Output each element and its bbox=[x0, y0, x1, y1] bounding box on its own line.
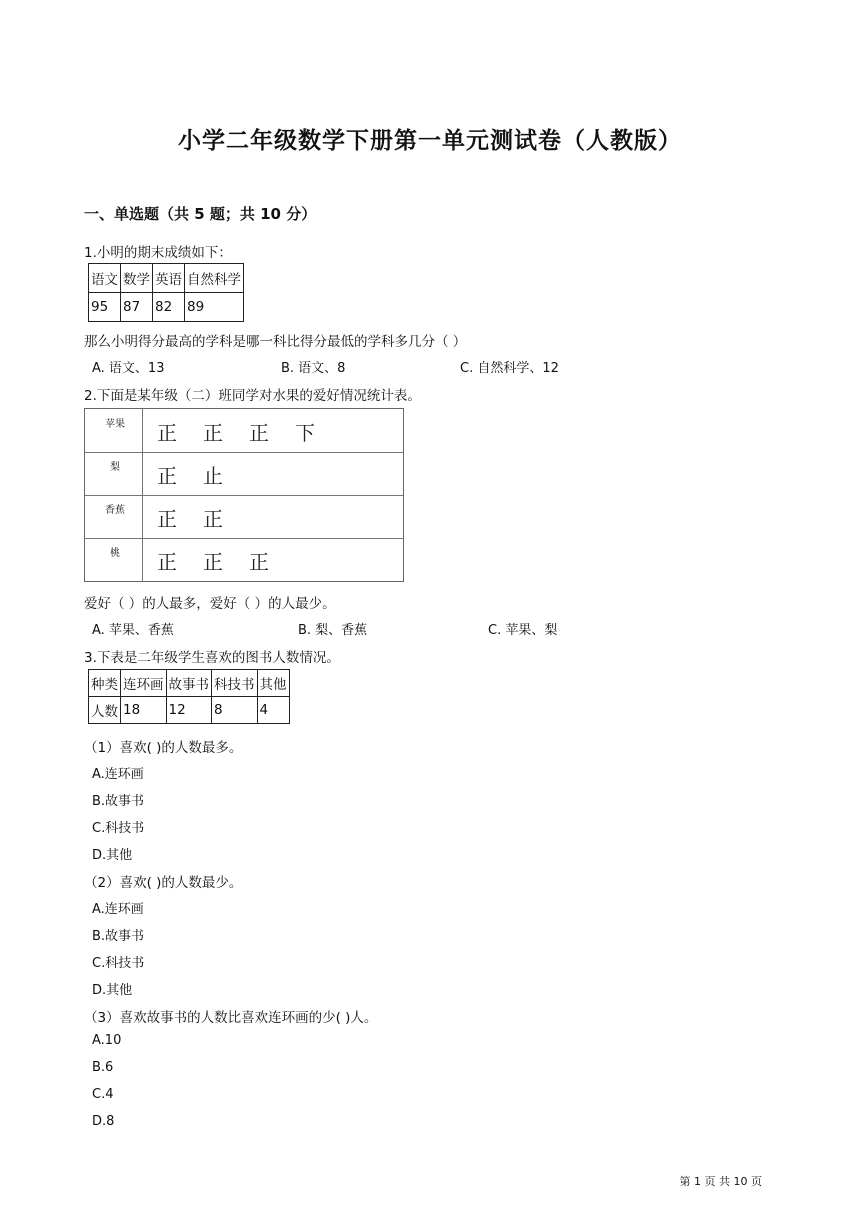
q1-option-b[interactable]: B. 语文、8 bbox=[281, 361, 346, 376]
q3-sub3-option-a[interactable]: A.10 bbox=[92, 1033, 122, 1048]
q2-option-b[interactable]: B. 梨、香蕉 bbox=[298, 623, 368, 638]
table-row bbox=[85, 409, 403, 453]
q3-sub2-option-c[interactable]: C.科技书 bbox=[92, 956, 145, 971]
table-cell: 其他 bbox=[257, 670, 289, 697]
tally-marks: 正正正 bbox=[157, 550, 295, 574]
table-cell: 82 bbox=[153, 293, 185, 322]
tally-marks: 正正正下 bbox=[157, 421, 341, 445]
q2-option-a[interactable]: A. 苹果、香蕉 bbox=[92, 623, 174, 638]
table-row bbox=[85, 452, 403, 496]
fruit-label: 香蕉 bbox=[105, 505, 125, 516]
table-row bbox=[85, 538, 403, 581]
q3-sub2: （2）喜欢( )的人数最少。 bbox=[84, 875, 243, 891]
q3-sub3: （3）喜欢故事书的人数比喜欢连环画的少( )人。 bbox=[84, 1010, 378, 1026]
q1-question: 那么小明得分最高的学科是哪一科比得分最低的学科多几分（ ） bbox=[84, 334, 467, 350]
q3-sub2-option-b[interactable]: B.故事书 bbox=[92, 929, 145, 944]
table-cell: 95 bbox=[89, 293, 121, 322]
q2-question: 爱好（ ）的人最多，爱好（ ）的人最少。 bbox=[84, 596, 336, 612]
table-row bbox=[89, 293, 244, 322]
table-cell: 自然科学 bbox=[185, 264, 244, 293]
tally-marks: 正正 bbox=[157, 507, 249, 531]
q2-option-c[interactable]: C. 苹果、梨 bbox=[488, 623, 558, 638]
q2-stem: 2.下面是某年级（二）班同学对水果的爱好情况统计表。 bbox=[84, 388, 421, 404]
section-heading: 一、单选题（共 5 题；共 10 分） bbox=[84, 205, 317, 223]
table-row bbox=[89, 697, 290, 724]
table-cell: 8 bbox=[212, 697, 258, 724]
q3-sub3-option-d[interactable]: D.8 bbox=[92, 1114, 115, 1129]
q3-sub3-option-b[interactable]: B.6 bbox=[92, 1060, 114, 1075]
table-cell: 87 bbox=[121, 293, 153, 322]
q3-sub2-option-a[interactable]: A.连环画 bbox=[92, 902, 144, 917]
q3-sub1-option-a[interactable]: A.连环画 bbox=[92, 767, 144, 782]
q3-stem: 3.下表是二年级学生喜欢的图书人数情况。 bbox=[84, 650, 340, 666]
table-cell: 故事书 bbox=[166, 670, 212, 697]
fruit-tally-image bbox=[84, 408, 404, 582]
q3-sub1-option-d[interactable]: D.其他 bbox=[92, 848, 133, 863]
table-row bbox=[89, 670, 290, 697]
table-cell: 连环画 bbox=[121, 670, 167, 697]
table-cell: 数学 bbox=[121, 264, 153, 293]
q1-option-a[interactable]: A. 语文、13 bbox=[92, 361, 165, 376]
table-cell: 18 bbox=[121, 697, 167, 724]
fruit-label: 苹果 bbox=[105, 419, 125, 430]
table-row bbox=[89, 264, 244, 293]
table-cell: 12 bbox=[166, 697, 212, 724]
q3-sub1-option-c[interactable]: C.科技书 bbox=[92, 821, 145, 836]
page-footer: 第 1 页 共 10 页 bbox=[679, 1175, 762, 1188]
q1-option-c[interactable]: C. 自然科学、12 bbox=[460, 361, 559, 376]
table-cell: 89 bbox=[185, 293, 244, 322]
q3-sub3-option-c[interactable]: C.4 bbox=[92, 1087, 114, 1102]
table-cell: 科技书 bbox=[212, 670, 258, 697]
fruit-label: 桃 bbox=[110, 548, 120, 559]
table-cell: 4 bbox=[257, 697, 289, 724]
q3-sub1-option-b[interactable]: B.故事书 bbox=[92, 794, 145, 809]
fruit-label: 梨 bbox=[110, 462, 120, 473]
table-cell: 语文 bbox=[89, 264, 121, 293]
table-cell: 人数 bbox=[89, 697, 121, 724]
table-cell: 种类 bbox=[89, 670, 121, 697]
document-title: 小学二年级数学下册第一单元测试卷（人教版） bbox=[178, 128, 682, 154]
table-row bbox=[85, 495, 403, 539]
q1-stem: 1.小明的期末成绩如下： bbox=[84, 245, 232, 261]
table-cell: 英语 bbox=[153, 264, 185, 293]
q3-sub1: （1）喜欢( )的人数最多。 bbox=[84, 740, 243, 756]
tally-marks: 正止 bbox=[157, 464, 249, 488]
q3-sub2-option-d[interactable]: D.其他 bbox=[92, 983, 133, 998]
q1-score-table bbox=[88, 263, 244, 322]
q3-book-table bbox=[88, 669, 290, 724]
